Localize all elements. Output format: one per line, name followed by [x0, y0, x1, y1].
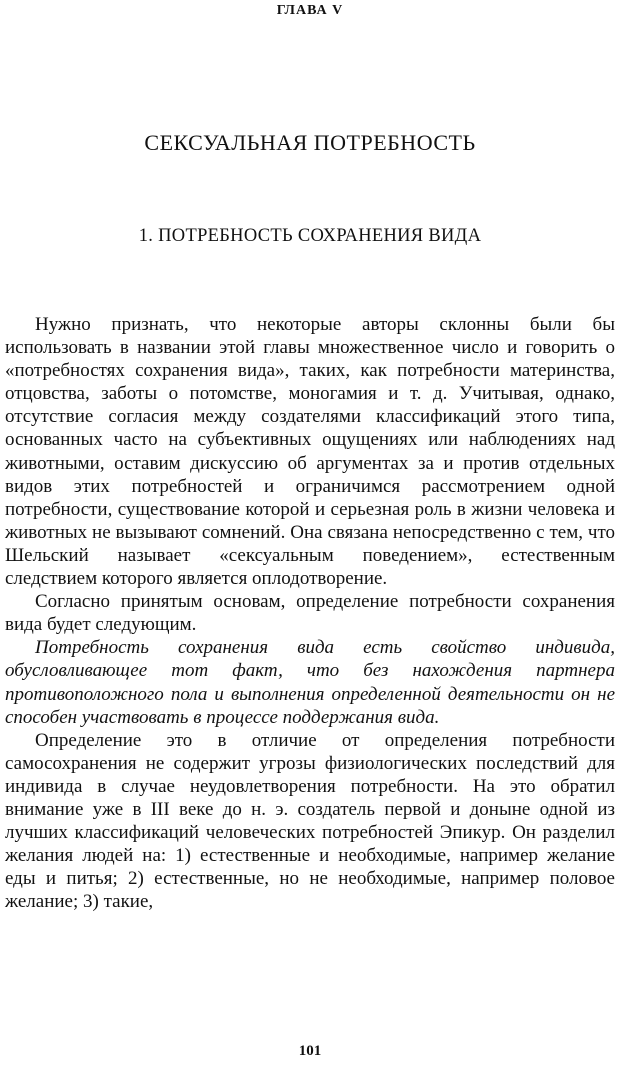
running-head: ГЛАВА V	[276, 3, 344, 18]
page-number: 101	[298, 1043, 322, 1059]
section-title: 1. ПОТРЕБНОСТЬ СОХРАНЕНИЯ ВИДА	[138, 226, 482, 246]
paragraph-definition: Потребность сохранения вида есть свойство индивида, обусловливающее тот факт, что без нахождения партнера противоположного пола и выполнения определенной деятельности он не способен участвовать в процессе поддержания вида.	[5, 637, 615, 728]
paragraph-epicurus: Определение это в отличие от определения потребности самосохранения не содержит угрозы физиологических последствий для индивида в случае неудовлетворения потребности. На это обратил внимание уже в III веке до н. э. создатель первой и доныне одной из лучших классификаций человеческих потребностей Эпикур. Он разделил желания людей на: 1) естественные и необходимые, например желание еды и питья; 2) естественные, но не необходимые, например половое желание; 3) такие,	[5, 729, 615, 913]
body-text	[5, 313, 615, 913]
paragraph-intro: Нужно признать, что некоторые авторы склонны были бы использовать в названии этой главы множественное число и говорить о «потребностях сохранения вида», таких, как потребности материнства, отцовства, заботы о потомстве, моногамия и т. д. Учитывая, однако, отсутствие согласия между создателями классификаций этого типа, основанных часто на субъективных ощущениях или наблюдениях над животными, оставим дискуссию об аргументах за и против отдельных видов этих потребностей и ограничимся рассмотрением одной потребности, существование которой и серьезная роль в жизни человека и животных не вызывают сомнений. Она связана непосредственно с тем, что Шельский называет «сексуальным поведением», естественным следствием которого является оплодотворение.	[5, 314, 615, 590]
paragraph-definition-lead: Согласно принятым основам, определение потребности сохранения вида будет следующим.	[5, 591, 615, 636]
chapter-title: СЕКСУАЛЬНАЯ ПОТРЕБНОСТЬ	[144, 130, 476, 155]
